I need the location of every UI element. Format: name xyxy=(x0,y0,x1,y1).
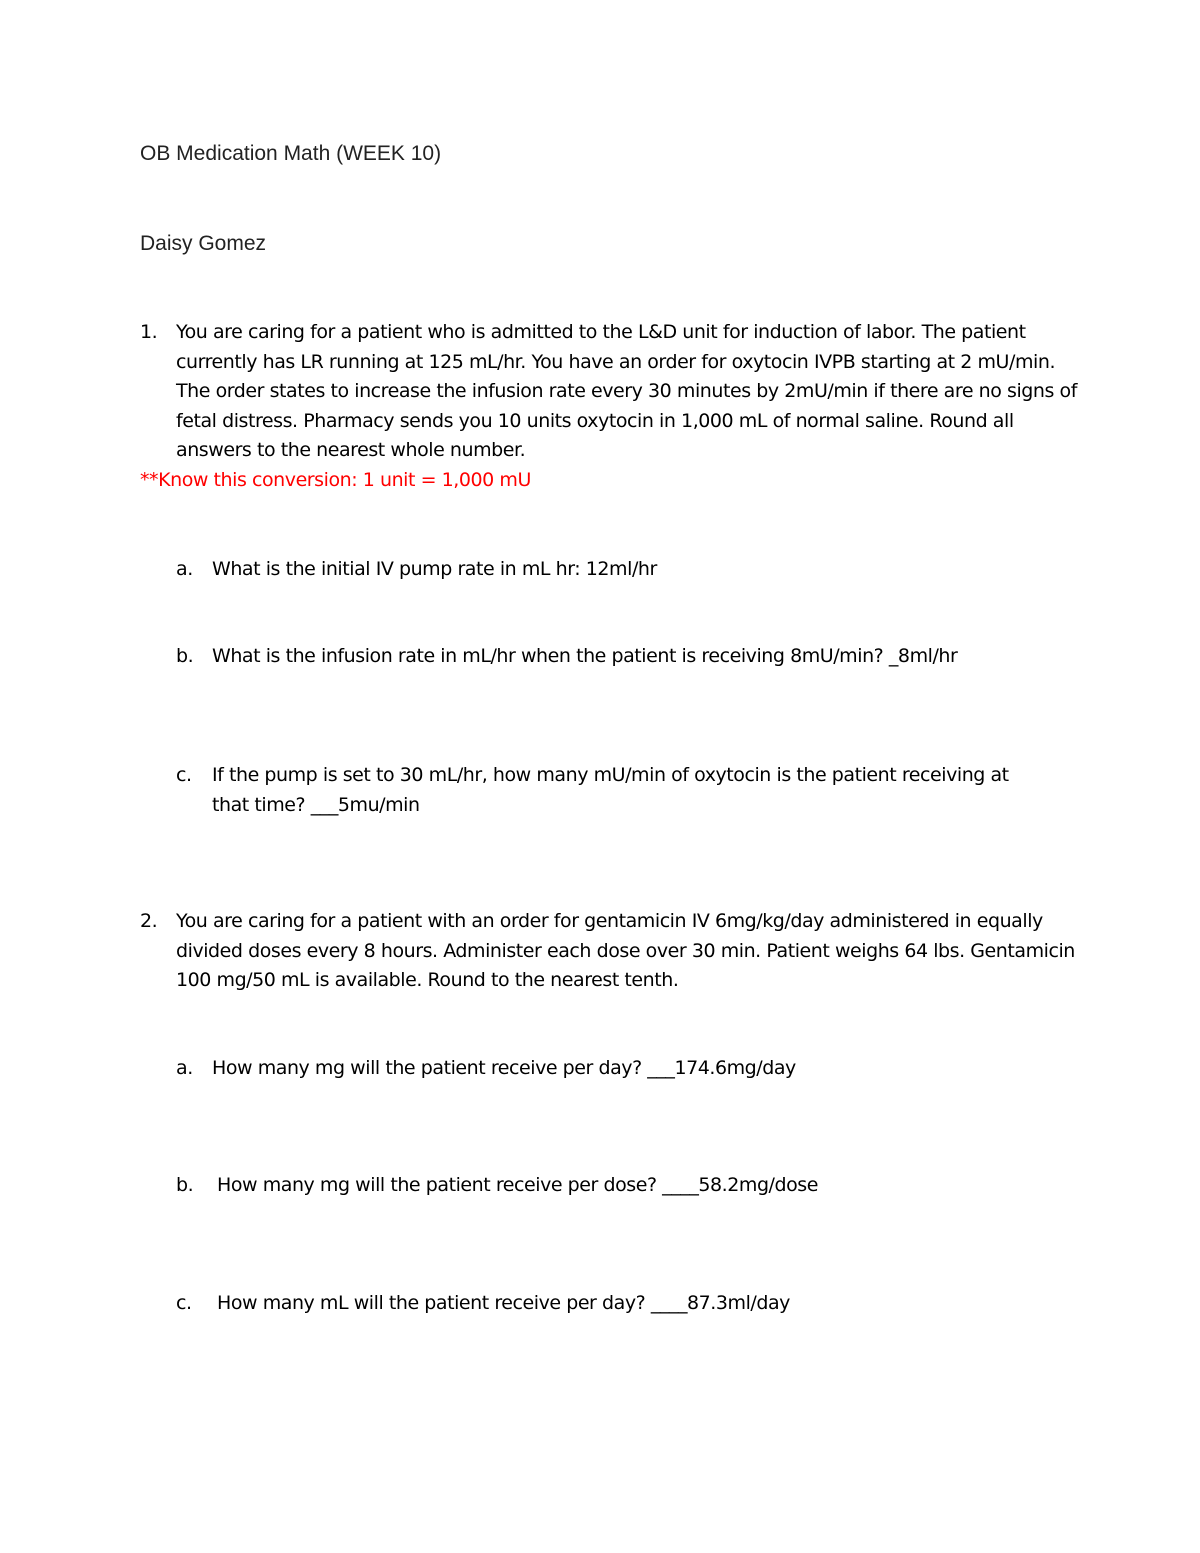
part-letter: c. xyxy=(176,764,192,786)
question-1-part-a xyxy=(176,555,1056,585)
part-text: How many mg will the patient receive per dose? ____58.2mg/dose xyxy=(217,1174,818,1196)
part-letter: b. xyxy=(176,1174,194,1196)
part-letter: a. xyxy=(176,1057,193,1079)
student-name: Daisy Gomez xyxy=(140,232,267,255)
part-text: How many mg will the patient receive per day? ___174.6mg/day xyxy=(212,1057,796,1079)
question-number: 1. xyxy=(140,321,158,343)
part-letter: c. xyxy=(176,1292,192,1314)
conversion-note: **Know this conversion: 1 unit = 1,000 mU xyxy=(140,469,531,491)
part-text: If the pump is set to 30 mL/hr, how many mU/min of oxytocin is the patient receiving at that time? ___5mu/min xyxy=(212,764,1009,816)
question-2 xyxy=(140,907,1080,996)
question-2-part-b xyxy=(176,1171,1056,1201)
question-1 xyxy=(140,318,1080,466)
question-1-part-c xyxy=(176,761,1036,820)
question-2-part-c xyxy=(176,1289,1056,1319)
part-text: How many mL will the patient receive per day? ____87.3ml/day xyxy=(217,1292,790,1314)
part-letter: b. xyxy=(176,645,194,667)
question-2-part-a xyxy=(176,1054,1056,1084)
part-letter: a. xyxy=(176,558,193,580)
part-text: What is the infusion rate in mL/hr when the patient is receiving 8mU/min? _8ml/hr xyxy=(212,645,958,667)
document-title: OB Medication Math (WEEK 10) xyxy=(140,142,442,165)
question-1-part-b xyxy=(176,642,1056,672)
part-text: What is the initial IV pump rate in mL hr: 12ml/hr xyxy=(212,558,657,580)
question-text: You are caring for a patient with an order for gentamicin IV 6mg/kg/day administered in equally divided doses every 8 hours. Administer each dose over 30 min. Patient weighs 64 lbs. Gentamicin 100 mg/50 mL is available. Round to the nearest tenth. xyxy=(176,910,1075,991)
question-text: You are caring for a patient who is admitted to the L&D unit for induction of labor. The patient currently has LR running at 125 mL/hr. You have an order for oxytocin IVPB starting at 2 mU/min. The order states to increase the infusion rate every 30 minutes by 2mU/min if there are no signs of fetal distress. Pharmacy sends you 10 units oxytocin in 1,000 mL of normal saline. Round all answers to the nearest whole number. xyxy=(176,321,1077,461)
question-number: 2. xyxy=(140,910,158,932)
